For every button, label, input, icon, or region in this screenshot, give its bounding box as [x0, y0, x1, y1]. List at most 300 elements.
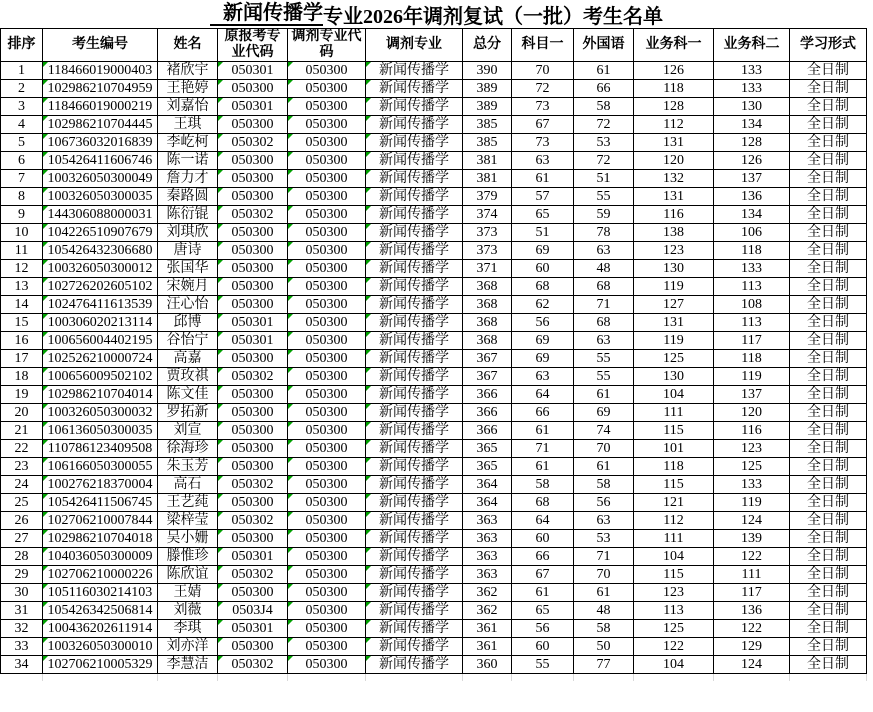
cell-adjust-major-code[interactable]: 050300 — [288, 314, 366, 332]
cell-foreign-language[interactable]: 59 — [574, 206, 634, 224]
cell-total-score[interactable]: 367 — [463, 350, 512, 368]
cell-adjust-major-code[interactable]: 050300 — [288, 296, 366, 314]
cell-orig-major-code[interactable]: 050300 — [218, 458, 288, 476]
cell-subject-1[interactable]: 61 — [512, 584, 574, 602]
cell-foreign-language[interactable]: 56 — [574, 494, 634, 512]
cell-orig-major-code[interactable]: 050301 — [218, 548, 288, 566]
cell-total-score[interactable]: 366 — [463, 422, 512, 440]
cell-subject-1[interactable]: 56 — [512, 620, 574, 638]
cell-candidate-id[interactable]: 100276218370004 — [43, 476, 158, 494]
cell-candidate-id[interactable]: 106166050300055 — [43, 458, 158, 476]
cell-foreign-language[interactable]: 61 — [574, 584, 634, 602]
cell-adjust-major[interactable]: 新闻传播学 — [366, 476, 463, 494]
cell-adjust-major[interactable]: 新闻传播学 — [366, 422, 463, 440]
cell-adjust-major[interactable]: 新闻传播学 — [366, 368, 463, 386]
cell-professional-1[interactable]: 120 — [634, 152, 714, 170]
cell-professional-1[interactable]: 111 — [634, 404, 714, 422]
cell-candidate-id[interactable]: 100436202611914 — [43, 620, 158, 638]
cell-adjust-major[interactable]: 新闻传播学 — [366, 134, 463, 152]
cell-subject-1[interactable]: 69 — [512, 350, 574, 368]
cell-subject-1[interactable]: 69 — [512, 332, 574, 350]
cell-name[interactable]: 褚欣宇 — [158, 62, 218, 80]
cell-foreign-language[interactable]: 68 — [574, 278, 634, 296]
cell-study-form[interactable]: 全日制 — [790, 368, 867, 386]
cell-rank[interactable]: 14 — [1, 296, 43, 314]
cell-adjust-major[interactable]: 新闻传播学 — [366, 314, 463, 332]
cell-rank[interactable]: 28 — [1, 548, 43, 566]
cell-name[interactable]: 陈衍锟 — [158, 206, 218, 224]
cell-adjust-major[interactable]: 新闻传播学 — [366, 242, 463, 260]
cell-professional-2[interactable]: 133 — [714, 62, 790, 80]
cell-professional-2[interactable]: 136 — [714, 188, 790, 206]
cell-subject-1[interactable]: 64 — [512, 512, 574, 530]
cell-candidate-id[interactable]: 118466019000219 — [43, 98, 158, 116]
cell-adjust-major[interactable]: 新闻传播学 — [366, 620, 463, 638]
cell-professional-1[interactable]: 115 — [634, 566, 714, 584]
cell-name[interactable]: 滕惟珍 — [158, 548, 218, 566]
cell-professional-1[interactable]: 125 — [634, 350, 714, 368]
cell-study-form[interactable]: 全日制 — [790, 152, 867, 170]
cell-orig-major-code[interactable]: 050300 — [218, 584, 288, 602]
cell-foreign-language[interactable]: 50 — [574, 638, 634, 656]
cell-rank[interactable]: 2 — [1, 80, 43, 98]
column-header-foreign-language[interactable]: 外国语 — [574, 29, 634, 62]
cell-study-form[interactable]: 全日制 — [790, 80, 867, 98]
cell-subject-1[interactable]: 72 — [512, 80, 574, 98]
cell-adjust-major-code[interactable]: 050300 — [288, 440, 366, 458]
cell-subject-1[interactable]: 62 — [512, 296, 574, 314]
cell-foreign-language[interactable]: 70 — [574, 440, 634, 458]
cell-subject-1[interactable]: 61 — [512, 170, 574, 188]
cell-orig-major-code[interactable]: 050300 — [218, 242, 288, 260]
cell-subject-1[interactable]: 61 — [512, 422, 574, 440]
cell-subject-1[interactable]: 51 — [512, 224, 574, 242]
cell-total-score[interactable]: 381 — [463, 170, 512, 188]
cell-orig-major-code[interactable]: 050300 — [218, 80, 288, 98]
cell-total-score[interactable]: 365 — [463, 458, 512, 476]
cell-adjust-major-code[interactable]: 050300 — [288, 530, 366, 548]
cell-total-score[interactable]: 361 — [463, 638, 512, 656]
cell-adjust-major-code[interactable]: 050300 — [288, 152, 366, 170]
cell-subject-1[interactable]: 73 — [512, 98, 574, 116]
cell-professional-1[interactable]: 112 — [634, 512, 714, 530]
cell-study-form[interactable]: 全日制 — [790, 296, 867, 314]
cell-rank[interactable]: 6 — [1, 152, 43, 170]
cell-orig-major-code[interactable]: 050301 — [218, 332, 288, 350]
cell-professional-1[interactable]: 125 — [634, 620, 714, 638]
cell-name[interactable]: 罗拓新 — [158, 404, 218, 422]
cell-candidate-id[interactable]: 105116030214103 — [43, 584, 158, 602]
cell-name[interactable]: 王婧 — [158, 584, 218, 602]
cell-adjust-major[interactable]: 新闻传播学 — [366, 512, 463, 530]
cell-orig-major-code[interactable]: 050300 — [218, 530, 288, 548]
cell-name[interactable]: 詹力才 — [158, 170, 218, 188]
column-header-subject-1[interactable]: 科目一 — [512, 29, 574, 62]
cell-adjust-major[interactable]: 新闻传播学 — [366, 206, 463, 224]
cell-adjust-major[interactable]: 新闻传播学 — [366, 116, 463, 134]
cell-study-form[interactable]: 全日制 — [790, 116, 867, 134]
cell-professional-1[interactable]: 115 — [634, 422, 714, 440]
cell-professional-1[interactable]: 122 — [634, 638, 714, 656]
cell-subject-1[interactable]: 68 — [512, 494, 574, 512]
cell-total-score[interactable]: 389 — [463, 80, 512, 98]
cell-total-score[interactable]: 364 — [463, 494, 512, 512]
cell-foreign-language[interactable]: 48 — [574, 260, 634, 278]
cell-total-score[interactable]: 385 — [463, 134, 512, 152]
cell-orig-major-code[interactable]: 050302 — [218, 206, 288, 224]
cell-orig-major-code[interactable]: 050300 — [218, 638, 288, 656]
cell-professional-2[interactable]: 117 — [714, 584, 790, 602]
cell-orig-major-code[interactable]: 050300 — [218, 296, 288, 314]
cell-rank[interactable]: 15 — [1, 314, 43, 332]
cell-total-score[interactable]: 371 — [463, 260, 512, 278]
cell-foreign-language[interactable]: 55 — [574, 350, 634, 368]
cell-professional-2[interactable]: 130 — [714, 98, 790, 116]
cell-adjust-major-code[interactable]: 050300 — [288, 656, 366, 674]
cell-name[interactable]: 王琪 — [158, 116, 218, 134]
cell-orig-major-code[interactable]: 050300 — [218, 152, 288, 170]
cell-professional-2[interactable]: 122 — [714, 620, 790, 638]
cell-candidate-id[interactable]: 100326050300049 — [43, 170, 158, 188]
cell-total-score[interactable]: 360 — [463, 656, 512, 674]
cell-professional-1[interactable]: 123 — [634, 584, 714, 602]
cell-professional-1[interactable]: 119 — [634, 278, 714, 296]
cell-foreign-language[interactable]: 58 — [574, 98, 634, 116]
cell-rank[interactable]: 25 — [1, 494, 43, 512]
cell-adjust-major[interactable]: 新闻传播学 — [366, 566, 463, 584]
cell-rank[interactable]: 8 — [1, 188, 43, 206]
cell-subject-1[interactable]: 66 — [512, 404, 574, 422]
cell-rank[interactable]: 34 — [1, 656, 43, 674]
cell-total-score[interactable]: 366 — [463, 386, 512, 404]
cell-professional-1[interactable]: 132 — [634, 170, 714, 188]
cell-adjust-major[interactable]: 新闻传播学 — [366, 296, 463, 314]
cell-total-score[interactable]: 389 — [463, 98, 512, 116]
cell-study-form[interactable]: 全日制 — [790, 206, 867, 224]
cell-foreign-language[interactable]: 71 — [574, 548, 634, 566]
cell-candidate-id[interactable]: 104226510907679 — [43, 224, 158, 242]
column-header-adjust-major-code[interactable]: 调剂专业代码 — [288, 29, 366, 62]
cell-rank[interactable]: 21 — [1, 422, 43, 440]
cell-subject-1[interactable]: 65 — [512, 602, 574, 620]
cell-name[interactable]: 邱博 — [158, 314, 218, 332]
cell-professional-2[interactable]: 119 — [714, 494, 790, 512]
cell-adjust-major[interactable]: 新闻传播学 — [366, 458, 463, 476]
cell-adjust-major[interactable]: 新闻传播学 — [366, 656, 463, 674]
cell-foreign-language[interactable]: 48 — [574, 602, 634, 620]
cell-orig-major-code[interactable]: 0503J4 — [218, 602, 288, 620]
cell-adjust-major[interactable]: 新闻传播学 — [366, 260, 463, 278]
cell-professional-2[interactable]: 133 — [714, 80, 790, 98]
cell-subject-1[interactable]: 65 — [512, 206, 574, 224]
cell-study-form[interactable]: 全日制 — [790, 278, 867, 296]
cell-candidate-id[interactable]: 100326050300035 — [43, 188, 158, 206]
cell-professional-2[interactable]: 116 — [714, 422, 790, 440]
cell-foreign-language[interactable]: 61 — [574, 62, 634, 80]
cell-study-form[interactable]: 全日制 — [790, 62, 867, 80]
cell-rank[interactable]: 24 — [1, 476, 43, 494]
cell-professional-1[interactable]: 130 — [634, 260, 714, 278]
cell-candidate-id[interactable]: 118466019000403 — [43, 62, 158, 80]
cell-study-form[interactable]: 全日制 — [790, 602, 867, 620]
column-header-study-form[interactable]: 学习形式 — [790, 29, 867, 62]
cell-orig-major-code[interactable]: 050300 — [218, 404, 288, 422]
cell-adjust-major-code[interactable]: 050300 — [288, 620, 366, 638]
cell-study-form[interactable]: 全日制 — [790, 386, 867, 404]
cell-professional-1[interactable]: 119 — [634, 332, 714, 350]
cell-subject-1[interactable]: 66 — [512, 548, 574, 566]
cell-professional-1[interactable]: 104 — [634, 386, 714, 404]
cell-professional-1[interactable]: 104 — [634, 548, 714, 566]
cell-adjust-major[interactable]: 新闻传播学 — [366, 224, 463, 242]
cell-foreign-language[interactable]: 63 — [574, 332, 634, 350]
cell-foreign-language[interactable]: 55 — [574, 188, 634, 206]
cell-professional-1[interactable]: 118 — [634, 458, 714, 476]
cell-rank[interactable]: 32 — [1, 620, 43, 638]
cell-candidate-id[interactable]: 102726202605102 — [43, 278, 158, 296]
cell-orig-major-code[interactable]: 050302 — [218, 476, 288, 494]
cell-total-score[interactable]: 374 — [463, 206, 512, 224]
cell-subject-1[interactable]: 61 — [512, 458, 574, 476]
cell-professional-2[interactable]: 137 — [714, 386, 790, 404]
cell-subject-1[interactable]: 57 — [512, 188, 574, 206]
cell-professional-2[interactable]: 124 — [714, 656, 790, 674]
cell-study-form[interactable]: 全日制 — [790, 98, 867, 116]
cell-study-form[interactable]: 全日制 — [790, 584, 867, 602]
cell-professional-2[interactable]: 119 — [714, 368, 790, 386]
cell-candidate-id[interactable]: 102526210000724 — [43, 350, 158, 368]
cell-professional-2[interactable]: 124 — [714, 512, 790, 530]
cell-study-form[interactable]: 全日制 — [790, 350, 867, 368]
cell-total-score[interactable]: 361 — [463, 620, 512, 638]
cell-name[interactable]: 徐海珍 — [158, 440, 218, 458]
cell-subject-1[interactable]: 63 — [512, 152, 574, 170]
cell-subject-1[interactable]: 60 — [512, 638, 574, 656]
cell-name[interactable]: 高石 — [158, 476, 218, 494]
cell-professional-2[interactable]: 136 — [714, 602, 790, 620]
cell-adjust-major-code[interactable]: 050300 — [288, 260, 366, 278]
cell-adjust-major[interactable]: 新闻传播学 — [366, 404, 463, 422]
cell-study-form[interactable]: 全日制 — [790, 404, 867, 422]
cell-candidate-id[interactable]: 100656009502102 — [43, 368, 158, 386]
cell-total-score[interactable]: 390 — [463, 62, 512, 80]
cell-adjust-major-code[interactable]: 050300 — [288, 80, 366, 98]
cell-professional-1[interactable]: 130 — [634, 368, 714, 386]
cell-rank[interactable]: 31 — [1, 602, 43, 620]
cell-total-score[interactable]: 368 — [463, 332, 512, 350]
cell-rank[interactable]: 19 — [1, 386, 43, 404]
cell-professional-2[interactable]: 113 — [714, 278, 790, 296]
cell-rank[interactable]: 11 — [1, 242, 43, 260]
cell-adjust-major[interactable]: 新闻传播学 — [366, 602, 463, 620]
cell-study-form[interactable]: 全日制 — [790, 332, 867, 350]
cell-total-score[interactable]: 366 — [463, 404, 512, 422]
cell-study-form[interactable]: 全日制 — [790, 476, 867, 494]
column-header-name[interactable]: 姓名 — [158, 29, 218, 62]
cell-orig-major-code[interactable]: 050300 — [218, 350, 288, 368]
cell-adjust-major-code[interactable]: 050300 — [288, 422, 366, 440]
cell-professional-1[interactable]: 116 — [634, 206, 714, 224]
cell-total-score[interactable]: 381 — [463, 152, 512, 170]
cell-name[interactable]: 贾玫祺 — [158, 368, 218, 386]
cell-study-form[interactable]: 全日制 — [790, 260, 867, 278]
cell-subject-1[interactable]: 73 — [512, 134, 574, 152]
cell-candidate-id[interactable]: 105426411606746 — [43, 152, 158, 170]
cell-candidate-id[interactable]: 102986210704018 — [43, 530, 158, 548]
cell-professional-2[interactable]: 129 — [714, 638, 790, 656]
cell-professional-2[interactable]: 118 — [714, 242, 790, 260]
cell-adjust-major-code[interactable]: 050300 — [288, 206, 366, 224]
cell-foreign-language[interactable]: 53 — [574, 530, 634, 548]
cell-candidate-id[interactable]: 106736032016839 — [43, 134, 158, 152]
cell-name[interactable]: 刘宣 — [158, 422, 218, 440]
cell-subject-1[interactable]: 60 — [512, 260, 574, 278]
cell-total-score[interactable]: 385 — [463, 116, 512, 134]
cell-adjust-major[interactable]: 新闻传播学 — [366, 170, 463, 188]
cell-adjust-major-code[interactable]: 050300 — [288, 278, 366, 296]
cell-candidate-id[interactable]: 102476411613539 — [43, 296, 158, 314]
cell-orig-major-code[interactable]: 050300 — [218, 494, 288, 512]
cell-rank[interactable]: 4 — [1, 116, 43, 134]
cell-total-score[interactable]: 362 — [463, 602, 512, 620]
column-header-adjust-major[interactable]: 调剂专业 — [366, 29, 463, 62]
cell-professional-2[interactable]: 125 — [714, 458, 790, 476]
cell-total-score[interactable]: 362 — [463, 584, 512, 602]
cell-candidate-id[interactable]: 100326050300032 — [43, 404, 158, 422]
cell-name[interactable]: 陈一诺 — [158, 152, 218, 170]
cell-orig-major-code[interactable]: 050300 — [218, 278, 288, 296]
cell-name[interactable]: 刘琪欣 — [158, 224, 218, 242]
cell-total-score[interactable]: 379 — [463, 188, 512, 206]
cell-professional-1[interactable]: 131 — [634, 314, 714, 332]
cell-study-form[interactable]: 全日制 — [790, 224, 867, 242]
cell-rank[interactable]: 9 — [1, 206, 43, 224]
cell-professional-1[interactable]: 104 — [634, 656, 714, 674]
cell-professional-2[interactable]: 111 — [714, 566, 790, 584]
cell-study-form[interactable]: 全日制 — [790, 566, 867, 584]
cell-subject-1[interactable]: 69 — [512, 242, 574, 260]
cell-orig-major-code[interactable]: 050300 — [218, 170, 288, 188]
cell-study-form[interactable]: 全日制 — [790, 548, 867, 566]
cell-orig-major-code[interactable]: 050302 — [218, 134, 288, 152]
cell-name[interactable]: 宋婉月 — [158, 278, 218, 296]
cell-total-score[interactable]: 368 — [463, 296, 512, 314]
cell-orig-major-code[interactable]: 050300 — [218, 116, 288, 134]
cell-name[interactable]: 张国华 — [158, 260, 218, 278]
cell-study-form[interactable]: 全日制 — [790, 656, 867, 674]
cell-adjust-major-code[interactable]: 050300 — [288, 584, 366, 602]
cell-adjust-major[interactable]: 新闻传播学 — [366, 350, 463, 368]
cell-professional-1[interactable]: 111 — [634, 530, 714, 548]
cell-orig-major-code[interactable]: 050301 — [218, 62, 288, 80]
cell-adjust-major-code[interactable]: 050300 — [288, 368, 366, 386]
cell-adjust-major-code[interactable]: 050300 — [288, 404, 366, 422]
cell-rank[interactable]: 20 — [1, 404, 43, 422]
column-header-orig-major-code[interactable]: 原报考专业代码 — [218, 29, 288, 62]
cell-rank[interactable]: 18 — [1, 368, 43, 386]
cell-study-form[interactable]: 全日制 — [790, 512, 867, 530]
cell-subject-1[interactable]: 71 — [512, 440, 574, 458]
cell-study-form[interactable]: 全日制 — [790, 494, 867, 512]
cell-adjust-major-code[interactable]: 050300 — [288, 62, 366, 80]
cell-foreign-language[interactable]: 71 — [574, 296, 634, 314]
cell-professional-2[interactable]: 113 — [714, 314, 790, 332]
cell-adjust-major[interactable]: 新闻传播学 — [366, 440, 463, 458]
cell-candidate-id[interactable]: 102986210704445 — [43, 116, 158, 134]
cell-adjust-major[interactable]: 新闻传播学 — [366, 152, 463, 170]
cell-professional-1[interactable]: 101 — [634, 440, 714, 458]
cell-candidate-id[interactable]: 102986210704014 — [43, 386, 158, 404]
cell-adjust-major[interactable]: 新闻传播学 — [366, 80, 463, 98]
cell-adjust-major[interactable]: 新闻传播学 — [366, 548, 463, 566]
cell-name[interactable]: 王艺莼 — [158, 494, 218, 512]
cell-name[interactable]: 李屹柯 — [158, 134, 218, 152]
cell-rank[interactable]: 16 — [1, 332, 43, 350]
cell-orig-major-code[interactable]: 050302 — [218, 512, 288, 530]
cell-professional-1[interactable]: 118 — [634, 80, 714, 98]
cell-adjust-major-code[interactable]: 050300 — [288, 134, 366, 152]
cell-candidate-id[interactable]: 105426411506745 — [43, 494, 158, 512]
cell-total-score[interactable]: 373 — [463, 242, 512, 260]
cell-professional-2[interactable]: 137 — [714, 170, 790, 188]
cell-adjust-major[interactable]: 新闻传播学 — [366, 98, 463, 116]
cell-adjust-major-code[interactable]: 050300 — [288, 566, 366, 584]
cell-foreign-language[interactable]: 77 — [574, 656, 634, 674]
cell-name[interactable]: 陈欣谊 — [158, 566, 218, 584]
cell-subject-1[interactable]: 58 — [512, 476, 574, 494]
cell-name[interactable]: 梁梓莹 — [158, 512, 218, 530]
cell-foreign-language[interactable]: 69 — [574, 404, 634, 422]
cell-study-form[interactable]: 全日制 — [790, 422, 867, 440]
cell-orig-major-code[interactable]: 050300 — [218, 188, 288, 206]
cell-adjust-major-code[interactable]: 050300 — [288, 98, 366, 116]
cell-foreign-language[interactable]: 66 — [574, 80, 634, 98]
cell-professional-2[interactable]: 120 — [714, 404, 790, 422]
cell-adjust-major-code[interactable]: 050300 — [288, 116, 366, 134]
cell-candidate-id[interactable]: 102706210007844 — [43, 512, 158, 530]
cell-candidate-id[interactable]: 102706210005329 — [43, 656, 158, 674]
column-header-professional-2[interactable]: 业务科二 — [714, 29, 790, 62]
cell-name[interactable]: 朱玉芳 — [158, 458, 218, 476]
cell-candidate-id[interactable]: 105426342506814 — [43, 602, 158, 620]
cell-name[interactable]: 刘薇 — [158, 602, 218, 620]
cell-study-form[interactable]: 全日制 — [790, 458, 867, 476]
cell-professional-2[interactable]: 118 — [714, 350, 790, 368]
cell-adjust-major[interactable]: 新闻传播学 — [366, 530, 463, 548]
cell-adjust-major[interactable]: 新闻传播学 — [366, 188, 463, 206]
cell-professional-2[interactable]: 106 — [714, 224, 790, 242]
cell-orig-major-code[interactable]: 050301 — [218, 314, 288, 332]
cell-name[interactable]: 谷怡宁 — [158, 332, 218, 350]
column-header-candidate-id[interactable]: 考生编号 — [43, 29, 158, 62]
cell-candidate-id[interactable]: 104036050300009 — [43, 548, 158, 566]
cell-study-form[interactable]: 全日制 — [790, 134, 867, 152]
cell-rank[interactable]: 33 — [1, 638, 43, 656]
cell-rank[interactable]: 23 — [1, 458, 43, 476]
cell-foreign-language[interactable]: 78 — [574, 224, 634, 242]
cell-adjust-major[interactable]: 新闻传播学 — [366, 494, 463, 512]
cell-total-score[interactable]: 368 — [463, 278, 512, 296]
cell-orig-major-code[interactable]: 050302 — [218, 656, 288, 674]
cell-adjust-major-code[interactable]: 050300 — [288, 332, 366, 350]
cell-professional-2[interactable]: 133 — [714, 476, 790, 494]
cell-professional-2[interactable]: 123 — [714, 440, 790, 458]
cell-adjust-major[interactable]: 新闻传播学 — [366, 332, 463, 350]
cell-foreign-language[interactable]: 53 — [574, 134, 634, 152]
cell-subject-1[interactable]: 67 — [512, 116, 574, 134]
cell-study-form[interactable]: 全日制 — [790, 242, 867, 260]
cell-orig-major-code[interactable]: 050300 — [218, 386, 288, 404]
